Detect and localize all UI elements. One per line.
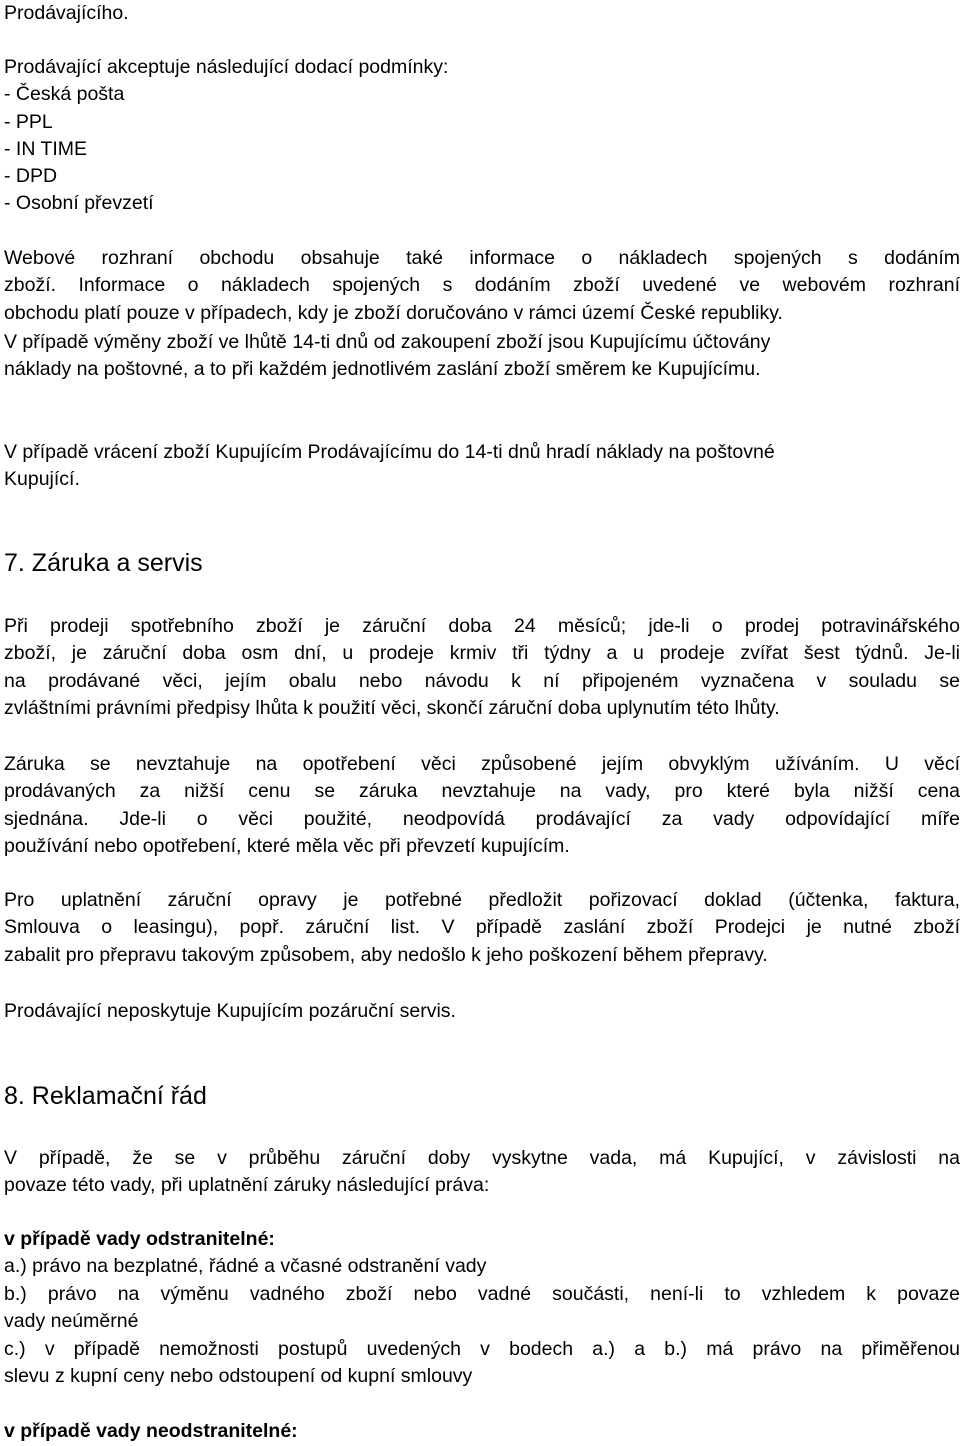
text-line: na prodávané věci, jejím obalu nebo návodu k ní připojeném vyznačena v souladu se: [4, 669, 960, 692]
text-line: slevu z kupní ceny nebo odstoupení od kupní smlouvy: [4, 1365, 473, 1388]
section-7-paragraph-4: [4, 998, 960, 1025]
text-line: Kupující.: [4, 468, 80, 491]
right-b: [4, 1281, 960, 1336]
text-line: Pro uplatnění záruční opravy je potřebné předložit pořizovací doklad (účtenka, faktura,: [4, 889, 960, 911]
irremovable-defects-block: [4, 1418, 960, 1445]
text-line: V případě výměny zboží ve lhůtě 14-ti dnů od zakoupení zboží jsou Kupujícímu účtovány: [4, 331, 771, 353]
delivery-item: - DPD: [4, 165, 58, 188]
text-line: Při prodeji spotřebního zboží je záruční doba 24 měsíců; jde-li o prodej potravinářského: [4, 615, 960, 637]
section-7-paragraph-3: [4, 887, 960, 969]
text-line: zboží, je záruční doba osm dní, u prodeje krmiv tři týdny a u prodeje zvířat šest týdnů. Je-li: [4, 642, 960, 665]
text-line: V případě vrácení zboží Kupujícím Prodávajícímu do 14-ti dnů hradí náklady na poštovné: [4, 441, 775, 463]
removable-defects-heading: v případě vady odstranitelné:: [4, 1228, 275, 1250]
text-line: používání nebo opotřebení, které měla věc při převzetí kupujícím.: [4, 834, 570, 857]
text-line: sjednána. Jde-li o věci použité, neodpovídá prodávající za vady odpovídající míře: [4, 807, 960, 830]
delivery-intro: Prodávající akceptuje následující dodací podmínky:: [4, 56, 449, 78]
delivery-item: - IN TIME: [4, 137, 88, 160]
irremovable-defects-heading: v případě vady neodstranitelné:: [4, 1420, 298, 1442]
paragraph-exchange: [4, 329, 960, 384]
text-line: b.) právo na výměnu vadného zboží nebo vadné součásti, není-li to vzhledem k povaze: [4, 1283, 960, 1305]
removable-defects-block: [4, 1226, 960, 1281]
text-line: obchodu platí pouze v případech, kdy je zboží doručováno v rámci území České republiky.: [4, 301, 783, 324]
text-line: povaze této vady, při uplatnění záruky následující práva:: [4, 1174, 490, 1197]
right-a: a.) právo na bezplatné, řádné a včasné odstranění vady: [4, 1255, 487, 1278]
delivery-conditions: [4, 54, 960, 218]
text-line: V případě, že se v průběhu záruční doby vyskytne vada, má Kupující, v závislosti na: [4, 1147, 960, 1169]
section-7-paragraph-2: [4, 751, 960, 860]
delivery-item: - Česká pošta: [4, 83, 125, 106]
paragraph-intro: [4, 0, 960, 27]
text-line: vady neúměrné: [4, 1310, 139, 1333]
section-8-title: 8. Reklamační řád: [4, 1082, 207, 1110]
text-line: Smlouva o leasingu), popř. záruční list. V případě zaslání zboží Prodejci je nutné zboží: [4, 916, 960, 939]
text-line: Prodávající neposkytuje Kupujícím pozáruční servis.: [4, 1000, 456, 1022]
delivery-item: - PPL: [4, 110, 53, 133]
text-line: c.) v případě nemožnosti postupů uvedených v bodech a.) a b.) má právo na přiměřenou: [4, 1338, 960, 1360]
paragraph-web-info: [4, 245, 960, 327]
text-line: prodávaných za nižší cenu se záruka nevztahuje na vady, pro které byla nižší cena: [4, 780, 960, 803]
text-line: zboží. Informace o nákladech spojených s dodáním zboží uvedené ve webovém rozhraní: [4, 274, 960, 297]
text-line: zabalit pro přepravu takovým způsobem, aby nedošlo k jeho poškození během přepravy.: [4, 943, 768, 966]
text-line: Webové rozhraní obchodu obsahuje také informace o nákladech spojených s dodáním: [4, 247, 960, 269]
paragraph-return: [4, 439, 960, 494]
delivery-item: - Osobní převzetí: [4, 192, 154, 215]
section-7-title: 7. Záruka a servis: [4, 549, 203, 577]
right-c: [4, 1336, 960, 1391]
section-7-paragraph-1: [4, 613, 960, 722]
text-line: zvláštními právními předpisy lhůta k použití věci, skončí záruční doba uplynutím této lhůty.: [4, 696, 780, 719]
text-line: Prodávajícího.: [4, 2, 129, 24]
section-8-paragraph-1: [4, 1145, 960, 1200]
text-line: Záruka se nevztahuje na opotřebení věci způsobené jejím obvyklým užíváním. U věcí: [4, 753, 960, 775]
text-line: náklady na poštovné, a to při každém jednotlivém zaslání zboží směrem ke Kupujícímu.: [4, 358, 761, 381]
